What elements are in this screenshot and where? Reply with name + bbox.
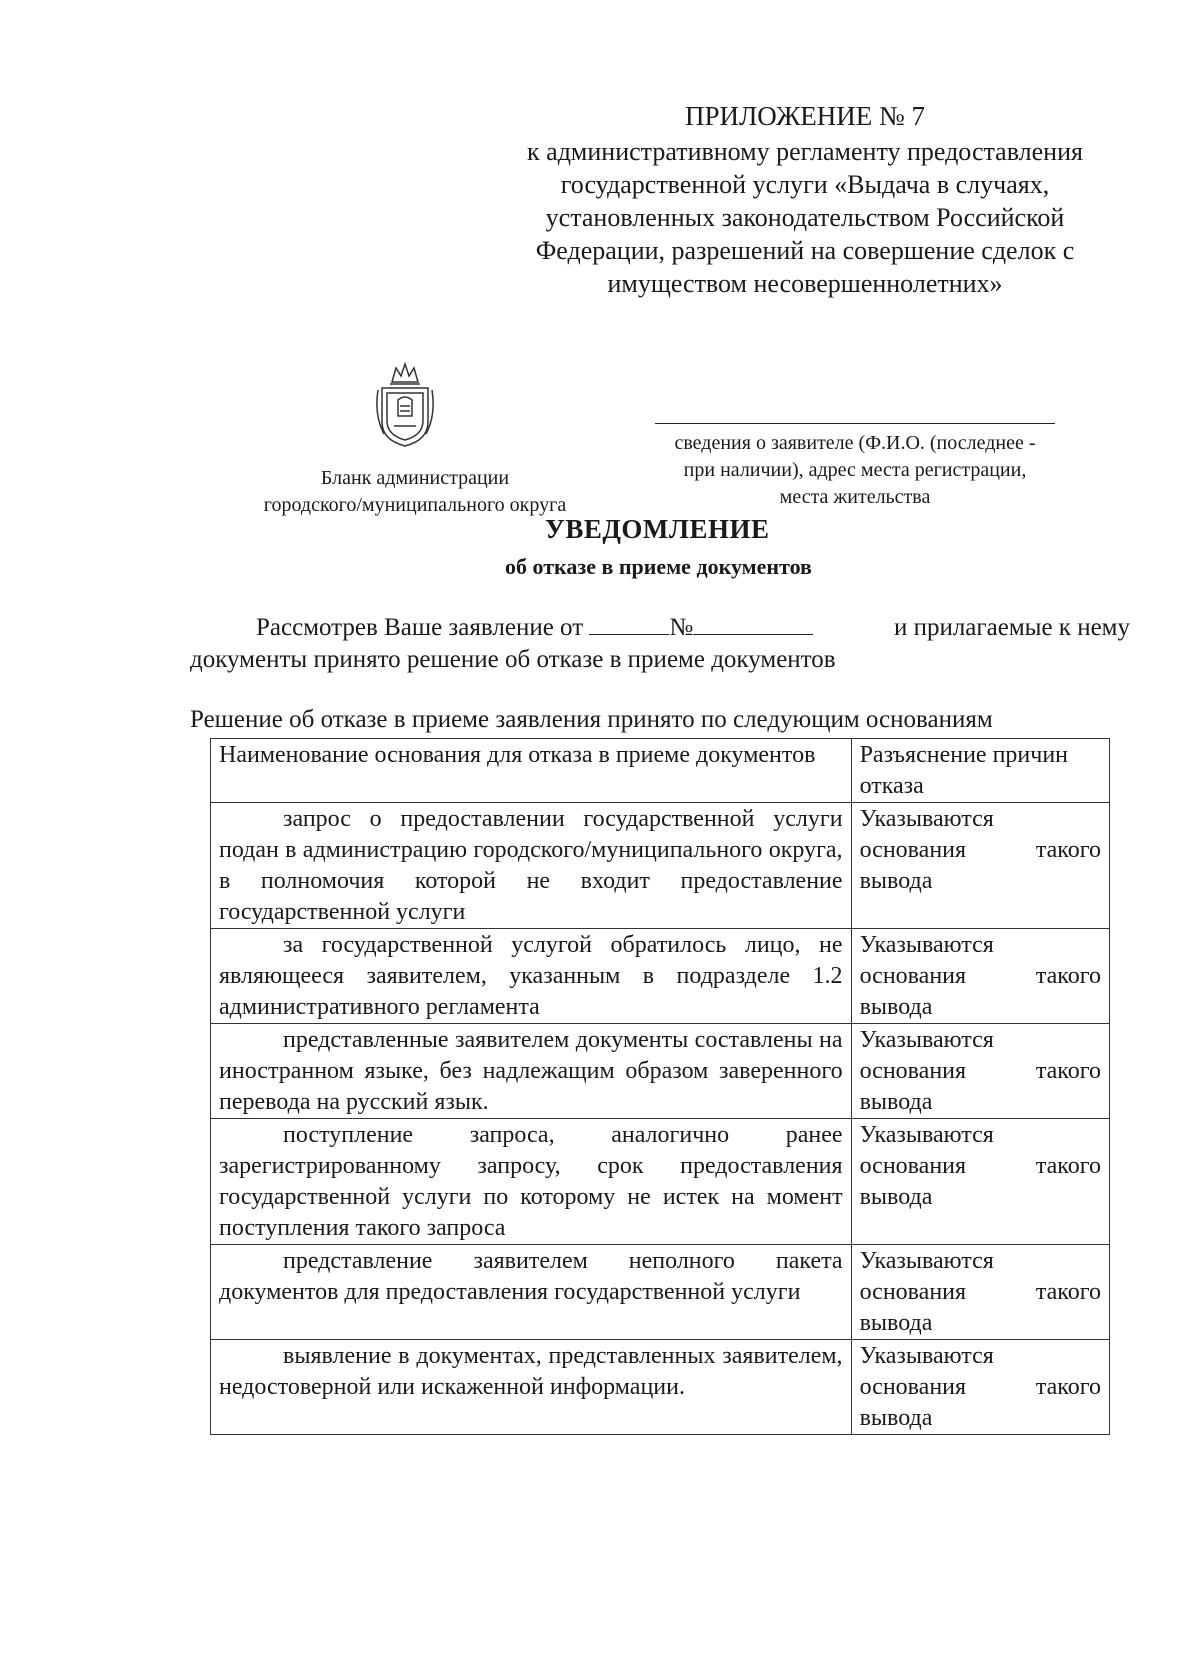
notice-subtitle: об отказе в приеме документов bbox=[505, 554, 812, 579]
reasons-table bbox=[210, 738, 1110, 1435]
explanation-cell bbox=[851, 929, 1109, 1024]
explanation-line: вывода bbox=[859, 1184, 933, 1210]
date-blank bbox=[589, 612, 669, 635]
caption-line: места жительства bbox=[779, 486, 931, 508]
explanation-line: Указываются bbox=[859, 1027, 994, 1053]
explanation-word: такого bbox=[1035, 1153, 1101, 1179]
explanation-word: такого bbox=[1035, 1374, 1101, 1400]
appendix-header bbox=[480, 100, 1130, 300]
explanation-word: такого bbox=[1035, 1279, 1101, 1305]
table-row bbox=[211, 1340, 1110, 1435]
paragraph-part2: и прилагаемые к нему bbox=[893, 614, 1130, 641]
number-blank bbox=[693, 612, 813, 635]
explanation-line: Указываются bbox=[859, 932, 994, 958]
reason-cell: за государственной услугой обратилось лицо, не являющееся заявителем, указанным в подразделе 1.2 административного регламента bbox=[211, 929, 852, 1024]
table-row bbox=[211, 929, 1110, 1024]
reason-cell: представление заявителем неполного пакета документов для предоставления государственной услуги bbox=[211, 1245, 852, 1340]
explanation-line: вывода bbox=[859, 1405, 933, 1431]
table-row bbox=[211, 803, 1110, 929]
reason-cell: запрос о предоставлении государственной услуги подан в администрацию городского/муниципального округа, в полномочия которой не входит предоставление государственной услуги bbox=[211, 803, 852, 929]
appendix-line: государственной услуги «Выдача в случаях, bbox=[560, 170, 1050, 199]
explanation-line: Указываются bbox=[859, 1122, 994, 1148]
table-row bbox=[211, 1245, 1110, 1340]
table-header-row bbox=[211, 739, 1110, 803]
explanation-line: Указываются bbox=[859, 1248, 994, 1274]
reason-cell: представленные заявителем документы составлены на иностранном языке, без надлежащим образом заверенного перевода на русский язык. bbox=[211, 1024, 852, 1119]
appendix-line: установленных законодательством Российской bbox=[545, 203, 1065, 232]
header-reason: Наименование основания для отказа в приеме документов bbox=[211, 739, 852, 803]
explanation-word: основания bbox=[859, 1374, 967, 1400]
explanation-cell bbox=[851, 1024, 1109, 1119]
explanation-line: вывода bbox=[859, 994, 933, 1020]
applicant-info-caption bbox=[640, 430, 1070, 511]
paragraph-part1: Рассмотрев Ваше заявление от bbox=[256, 614, 584, 641]
administration-blank-caption bbox=[230, 465, 600, 519]
notice-title: УВЕДОМЛЕНИЕ bbox=[545, 514, 770, 544]
grounds-label: Решение об отказе в приеме заявления принято по следующим основаниям bbox=[190, 706, 993, 733]
explanation-word: такого bbox=[1035, 1058, 1101, 1084]
caption-line: при наличии), адрес места регистрации, bbox=[683, 459, 1027, 481]
explanation-word: основания bbox=[859, 837, 967, 863]
explanation-line: вывода bbox=[859, 1089, 933, 1115]
explanation-word: основания bbox=[859, 1058, 967, 1084]
decision-paragraph bbox=[190, 612, 1130, 676]
explanation-word: такого bbox=[1035, 837, 1101, 863]
table-row bbox=[211, 1119, 1110, 1245]
explanation-line: Указываются bbox=[859, 806, 994, 832]
explanation-line: вывода bbox=[859, 868, 933, 894]
paragraph-line2: документы принято решение об отказе в приеме документов bbox=[190, 646, 836, 673]
appendix-title: ПРИЛОЖЕНИЕ № 7 bbox=[684, 101, 926, 131]
explanation-word: основания bbox=[859, 1153, 967, 1179]
coat-of-arms-icon bbox=[370, 360, 440, 450]
table-row bbox=[211, 1024, 1110, 1119]
appendix-line: Федерации, разрешений на совершение сделок с bbox=[535, 236, 1075, 265]
caption-line: сведения о заявителе (Ф.И.О. (последнее - bbox=[674, 432, 1036, 454]
appendix-line: имуществом несовершеннолетних» bbox=[607, 269, 1003, 298]
explanation-word: основания bbox=[859, 963, 967, 989]
caption-line: городского/муниципального округа bbox=[263, 494, 567, 516]
explanation-cell bbox=[851, 1340, 1109, 1435]
reason-cell: выявление в документах, представленных заявителем, недостоверной или искаженной информации. bbox=[211, 1340, 852, 1435]
explanation-cell bbox=[851, 1245, 1109, 1340]
reason-cell: поступление запроса, аналогично ранее зарегистрированному запросу, срок предоставления государственной услуги по которому не истек на момент поступления такого запроса bbox=[211, 1119, 852, 1245]
explanation-cell bbox=[851, 803, 1109, 929]
explanation-word: такого bbox=[1035, 963, 1101, 989]
appendix-line: к административному регламенту предоставления bbox=[527, 137, 1083, 166]
header-explanation: Разъяснение причин отказа bbox=[851, 739, 1109, 803]
caption-line: Бланк администрации bbox=[320, 467, 510, 489]
number-sign: № bbox=[669, 614, 694, 641]
explanation-word: основания bbox=[859, 1279, 967, 1305]
explanation-cell bbox=[851, 1119, 1109, 1245]
explanation-line: Указываются bbox=[859, 1343, 994, 1369]
applicant-signature-line bbox=[655, 423, 1055, 424]
explanation-line: вывода bbox=[859, 1310, 933, 1336]
